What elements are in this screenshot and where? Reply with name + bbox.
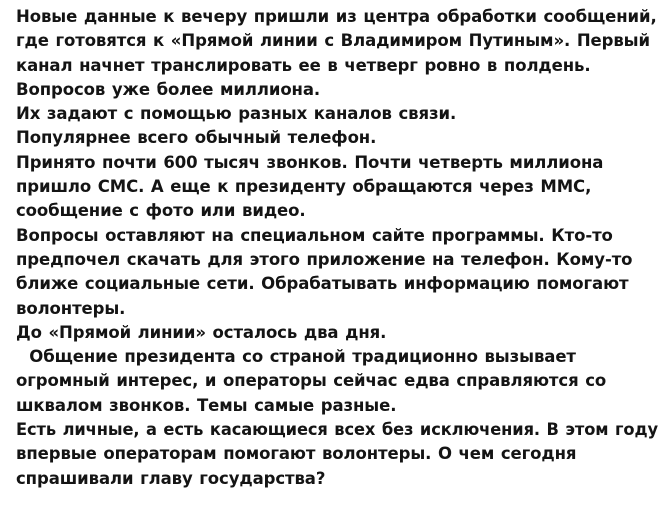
text-line-14: До «Прямой линии» осталось два дня. (16, 322, 387, 342)
text-line-7: Принято почти 600 тысяч звонков. Почти четверть миллиона (16, 152, 604, 172)
text-line-11: предпочел скачать для этого приложение на телефон. Кому-то (16, 249, 633, 269)
text-line-16: огромный интерес, и операторы сейчас едва справляются со (16, 371, 607, 391)
text-line-20: спрашивали главу государства? (16, 468, 326, 488)
text-line-4: Вопросов уже более миллиона. (16, 79, 321, 99)
text-line-2: где готовятся к «Прямой линии с Владимиром Путиным». Первый (16, 31, 650, 51)
article-text (16, 5, 656, 491)
text-line-18: Есть личные, а есть касающиеся всех без исключения. В этом году (16, 420, 658, 440)
text-line-5: Их задают с помощью разных каналов связи. (16, 104, 457, 124)
text-line-13: волонтеры. (16, 298, 126, 318)
text-line-15: Общение президента со страной традиционно вызывает (16, 347, 576, 367)
text-line-10: Вопросы оставляют на специальном сайте программы. Кто-то (16, 225, 613, 245)
text-line-17: шквалом звонков. Темы самые разные. (16, 395, 397, 415)
text-line-9: сообщение с фото или видео. (16, 201, 306, 221)
text-line-6: Популярнее всего обычный телефон. (16, 128, 377, 148)
text-line-19: впервые операторам помогают волонтеры. О чем сегодня (16, 444, 577, 464)
text-line-12: ближе социальные сети. Обрабатывать информацию помогают (16, 274, 629, 294)
text-line-1: Новые данные к вечеру пришли из центра обработки сообщений, (16, 7, 657, 26)
text-line-8: пришло СМС. А еще к президенту обращаются через ММС, (16, 177, 592, 197)
text-line-3: канал начнет транслировать ее в четверг ровно в полдень. (16, 55, 591, 75)
